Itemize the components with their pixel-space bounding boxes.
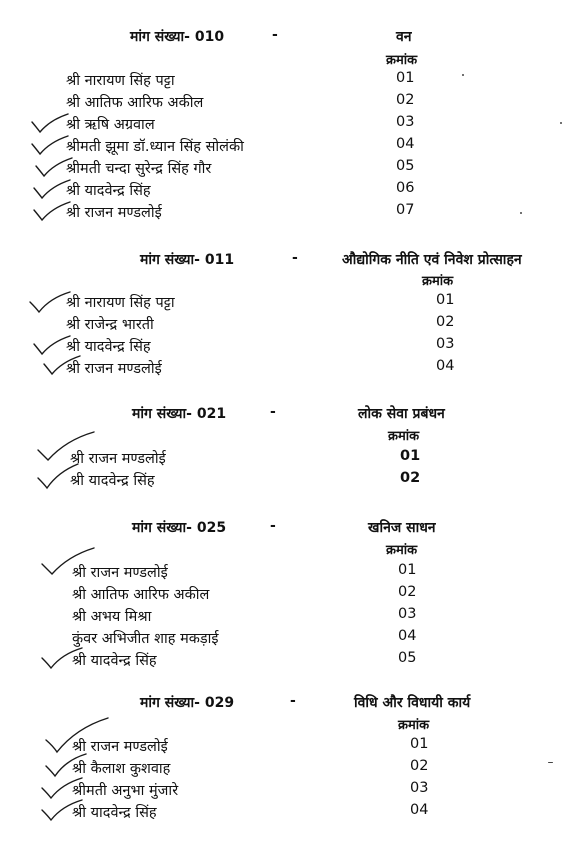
member-name: श्री आतिफ आरिफ अकील [66,95,204,111]
member-name: श्री राजेन्द्र भारती [66,317,154,333]
demand-number-011: मांग संख्या- 011 [140,252,235,268]
serial-number: 04 [398,628,417,644]
member-name: श्री राजन मण्डलोई [72,565,168,581]
check-mark-icon [32,200,72,222]
serial-number: 03 [436,336,455,352]
check-mark-icon [36,462,80,490]
scan-speck [462,74,464,76]
check-mark-icon [44,752,88,778]
member-name: श्री यादवेन्द्र सिंह [66,183,151,199]
serial-number: 03 [396,114,415,130]
check-mark-icon [32,334,72,356]
department-021: लोक सेवा प्रबंधन [358,406,445,422]
check-mark-icon [36,430,96,464]
serial-number: 01 [396,70,415,86]
member-name: श्री यादवेन्द्र सिंह [72,653,157,669]
serial-number: 07 [396,202,415,218]
serial-number: 02 [400,470,421,486]
department-025: खनिज साधन [368,520,436,536]
demand-dash-010: - [272,27,278,43]
serial-number: 01 [436,292,455,308]
check-mark-icon [44,716,110,756]
demand-number-029: मांग संख्या- 029 [140,695,235,711]
department-010: वन [396,29,412,45]
serial-number: 04 [436,358,455,374]
check-mark-icon [30,134,70,156]
member-name: श्री यादवेन्द्र सिंह [72,805,157,821]
check-mark-icon [40,546,96,578]
serial-number: 01 [410,736,429,752]
check-mark-icon [42,354,82,376]
check-mark-icon [40,776,84,800]
scan-speck [520,212,522,214]
serial-number: 05 [398,650,417,666]
member-name: श्रीमती अनुभा मुंजारे [72,783,179,799]
check-mark-icon [40,798,84,822]
serial-label-010: क्रमांक [386,53,418,68]
check-mark-icon [34,156,74,178]
serial-number: 02 [398,584,417,600]
member-name: श्री राजन मण्डलोई [66,205,162,221]
serial-label-029: क्रमांक [398,718,430,733]
serial-label-021: क्रमांक [388,429,420,444]
serial-label-011: क्रमांक [422,274,454,289]
serial-number: 02 [410,758,429,774]
check-mark-icon [32,178,72,200]
member-name: श्री राजन मण्डलोई [70,451,166,467]
department-029: विधि और विधायी कार्य [354,695,471,711]
serial-number: 02 [436,314,455,330]
demand-dash-025: - [270,518,276,534]
serial-number: 04 [396,136,415,152]
department-011: औद्योगिक नीति एवं निवेश प्रोत्साहन [342,252,522,268]
demand-number-010: मांग संख्या- 010 [130,29,225,45]
member-name: श्री यादवेन्द्र सिंह [70,473,155,489]
scan-speck [548,762,553,763]
serial-number: 01 [400,448,421,464]
check-mark-icon [40,646,84,670]
member-name: श्री नारायण सिंह पट्टा [66,73,175,89]
member-name: श्री ऋषि अग्रवाल [66,117,155,133]
serial-number: 04 [410,802,429,818]
serial-number: 03 [398,606,417,622]
serial-number: 02 [396,92,415,108]
demand-number-021: मांग संख्या- 021 [132,406,227,422]
demand-dash-021: - [270,404,276,420]
check-mark-icon [30,112,70,134]
serial-number: 03 [410,780,429,796]
demand-number-025: मांग संख्या- 025 [132,520,227,536]
member-name: श्री राजन मण्डलोई [66,361,162,377]
member-name: श्री आतिफ आरिफ अकील [72,587,210,603]
serial-number: 05 [396,158,415,174]
demand-dash-011: - [292,250,298,266]
member-name: कुंवर अभिजीत शाह मकड़ाई [72,631,219,647]
member-name: श्रीमती झूमा डॉ.ध्यान सिंह सोलंकी [66,139,244,155]
member-name: श्रीमती चन्दा सुरेन्द्र सिंह गौर [66,161,212,177]
serial-number: 06 [396,180,415,196]
member-name: श्री राजन मण्डलोई [72,739,168,755]
scan-speck [560,122,562,124]
member-name: श्री यादवेन्द्र सिंह [66,339,151,355]
serial-number: 01 [398,562,417,578]
member-name: श्री कैलाश कुशवाह [72,761,171,777]
demand-dash-029: - [290,693,296,709]
check-mark-icon [28,290,72,314]
member-name: श्री नारायण सिंह पट्टा [66,295,175,311]
serial-label-025: क्रमांक [386,543,418,558]
member-name: श्री अभय मिश्रा [72,609,152,625]
